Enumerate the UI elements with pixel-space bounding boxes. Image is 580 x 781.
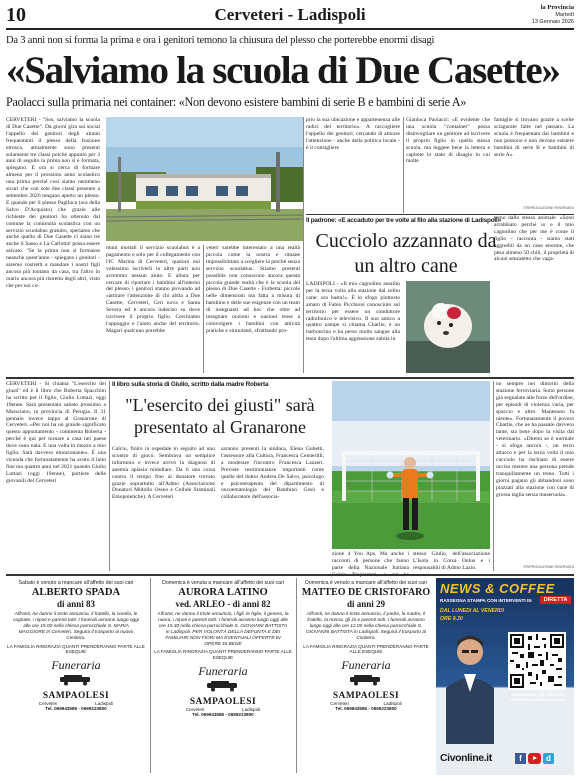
obit-name: AURORA LATINO [178,587,268,599]
funeral-phone: Tel. 069943586 - 0699223800 [45,705,107,711]
ad-days: DAL LUNEDÌ AL VENERDÌ [440,608,504,614]
sports-col-2: Calcio, finito in ospedale in seguito ad uno scontro di gioco. Sembrava un semplice infortunio e invece arrivò la diagnosi di anemia aplasia midollare. Da li una corsa contro il tempo fino al donatore trovato grazie soprattutto all'Admo (Associazione Donatori Midollo Osseo e Cellule Staminali Emopoietiche). A Cerveteri [112,446,215,501]
hearse-icon [203,680,243,692]
funeral-phone: Tel. 069943586 - 0699223800 [335,705,397,711]
goalkeeper-image [332,381,490,549]
funeral-town-2: Ladispoli [95,700,114,706]
funeral-home-label: Funeraria [341,657,391,672]
obit-intro: Sabato è venuto a mancare all'affetto dei suoi cari [18,580,134,586]
sports-col-5: stesso Giulio, dell'associazione L'Isola in Corsa Onlus e i responsabili di Admo Lazio. [413,551,490,571]
obit-intro: Domenica è venuto a mancare all'affetto dei suoi cari [305,580,427,586]
main-col-4: prio la sua ubicazione e appartenenza alle radici del territorio». A raccogliere l'appello dei genitori, cercando di attirare l'attenzione - anche della politica locale - è il consigliere [306,117,400,151]
obit-age: ved. ARLEO - di anni 82 [175,599,271,609]
funeral-town-2: Ladispoli [383,700,402,706]
obit-body: Affranti, ne danno il triste annuncio, i figli, le figlie, il genero, la nuora, i nipoti e parenti tutti. I funerali avranno luogo oggi alle ore 15.30 nella chiesa parrocchiale S. GIOVANNI BATTISTA in Ladispoli. PER VOLONTÀ DELLA DEFUNTA E DEI FAMILIARI NON FIORI MA EVENTUALI OFFERTE IN OPERE DI BENE [157,612,289,647]
app-icon[interactable]: d [543,753,554,764]
youtube-icon[interactable] [528,753,541,764]
ad-presenter-photo [440,628,500,744]
obituary-1 [6,578,146,773]
main-col-2: muni mortali il servizio scuolabus è a pagamento e solo per il collegamento con l'IC Marina di Cerveteri, qualora noi volessimo iscriverli in altre parti non avremmo nessun aiuto. E allora per cercare di riportare i bambini all'interno del plesso, i genitori stanno provando ad «attirare l'attenzione di chi abita a Due Casette, Cerveteri, Ceri nova e Santa Severa ed è ancora indeciso su dove iscrivere il proprio figlio. Cerchiamo l'appoggio e l'aiuto anche del territorio. Magari qualcuno potrebbe [106,245,200,334]
ad-line1: RASSEGNA STAMPA CON INTERVENTI IN [440,598,532,603]
obit-age: di anni 29 [346,599,386,609]
dog-headline: Cucciolo azzannato da un altro cane [315,230,497,277]
main-col-5b: famiglie si trovano grazie a scelte sciagurate fatte nel passato. La scuola è frequentata dai bambini e non possono e non devono esistere bambini di serie B e bambini di serie A». [494,117,574,158]
funeral-home-name: SAMPAOLESI [189,696,257,707]
dog-kicker: Il padrone: «È accaduto per tre volte al filo alla stazione di Ladispoli» [306,217,501,224]
ad-brand[interactable]: Civonline.it [440,752,492,764]
obituary-2 [153,578,293,773]
obit-family: LA FAMIGLIA RINGRAZIA QUANTI PRENDERANNO PARTE ALLE ESEQUIE [303,643,429,655]
dog-image [406,281,490,373]
main-col-1: CERVETERI - "Sos, salviamo la scuola di Due Casette". Da giorni gira sui social l'appello dei genitori degli alunni frequentanti il plesso della frazione etrusca, attualmente sono presenti solamente tre classi poiché appunto per 3 anni di seguito la prima non si è formata, spiegano. E ora si cerca di formare almeno per il prossimo anno scolastico una prima perché così siamo nemmeno sicuri che con sole due classi presente a settembre 2026 tengano aperto un plesso. E quando per il plesso Pagliuca (ora della Salvo D'Acquisto) che grazie alle richieste dei genitori ha ottenuto dal comune la continuità scolastica con un servizio scuolabus gratuito, speriamo che anche quello di Due Casette ci siano tre anche il Sasso e La Carlotta! possa essere salvato. "Se la prima non si formasse neanche quest'anno - spiegano i genitori - saremo costretti a mandare i nostri figli ancora più lontano da casa, tra l'altro in orario ancora più ristretto degli altri, visto che per noi co- [6,117,100,289]
obit-body: Affranti, ne danno il triste annuncio, il padre, la madre, il fratello, la nonna, gli zii e parenti tutti. I funerali avranno luogo oggi alle ore 12.00 nella chiesa parrocchiale S. GIOVANNI BATTISTA in Ladispoli. Seguirà il trasporto al Cimitero. [306,612,426,641]
obituary-3 [299,578,433,773]
ad-qr-caption: SCANSIONA IL QR CODE PER VEDERE LA PUNTATA DI OGGI [510,693,566,702]
qr-code-image [510,634,564,688]
funeral-phone: Tel. 069943586 - 0699223800 [192,711,254,717]
sports-credit: ©RIPRODUZIONE RISERVATA [523,565,574,569]
main-kicker: Da 3 anni non si forma la prima e ora i genitori temono la chiusura del plesso che porterebbe enormi disagi [6,35,435,46]
goalkeeper-photo [332,381,490,549]
facebook-icon[interactable]: f [515,753,526,764]
main-headline: «Salviamo la scuola di Due Casette» [6,50,560,92]
funeral-home-label: Funeraria [198,663,248,678]
dog-col-1: LADISPOLI - «Il mio cagnolino assalito per la terza volta alla stazione dal solito cane: ora basta!». È lo sfogo piuttosto amaro di Fabio Picchioni conosciuto sul territorio per essere un conduttore radiofonico e televisivo. Il suo amico a quattro zampe si chiama Charlie, è un barboncino e ha perso molto sangue alla testa dopo l'ultima aggressione subita in [306,281,400,343]
sports-col-6: no sempre nei dintorni della stazione ferroviaria. Sono persone già segnalate alle forze dell'ordine, per episodi di violenza varia, per spaccio e altro. Manesuno fa niente». Fortunatamente il povero Charlie, che ne ha passate davvero tante, sta bene dopo la visita dal veterinario. «Ditemi se è normale - si sfoga ancora -, un terzo attacco e per la terza volta il mio cucciolo ha rischiato di essere ucciso mentre una persona prende tranquillamente un treno. Tutti i giorni pagano gli abbandoni sono piazzati alla stazione con cane di grossa taglia senza museruola». [496,381,574,498]
main-col-5a: Gianluca Paolacci: «È evidente che una scuola "container" possa disinvogliare un genitore ad iscrivere il proprio figlio in quella stessa scuola, ma leggete bene la lettera e capirete lo stato di disagio in cui molte [406,117,490,165]
hearse-icon [346,674,386,686]
dog-col-2: treno dallo stesso animale. «Sono arrabbiato perché io e il mio cagnolino che per me è come il figlio - racconta - siamo stati aggrediti da un cane enorme, che pesa almeno 50 chili, il proprietà di alcuni senzatetto che vaga- [494,215,574,263]
funeral-home-name: SAMPAOLESI [332,690,400,701]
school-building-image [106,117,304,241]
sports-headline: "L'esercito dei giusti" sarà presentato al Granarone [125,395,315,437]
sports-col-1: CERVETERI - Si chiama "L'esercito dei giusti" ed è il libro che Roberta Spacchini ha scritto per il figlio, Giulio Luttazi, oggi 19enne. Sarà presentato sabato prossimo a Marsciano, in provincia di Perugia. Il 31 gennaio invece tappa al Granarone di Cerveteri. «Per noi ha un grande significato questo appuntamento - commenta Roberta - perché è qui per tornare a casa nel paese dove sono nata. E una volta in mezzo a mio figlio. Sarà davvero emozionante». È una vicenda che fortunatamente ha avuto il lieto fine ma quattro anni nel 2021 quando Giulio Luttazi (oggi 19enne), portiere delle giovanili del Cerveteri [6,381,106,484]
ad-title: NEWS & COFFEE [440,581,555,596]
funeral-town-1: Cerveteri [185,706,205,712]
issue-date: 13 Gennaio 2026 [531,19,574,25]
funeral-home-label: Funeraria [51,657,101,672]
page-number: 10 [6,4,26,26]
obit-name: ALBERTO SPADA [31,587,121,599]
obit-family: LA FAMIGLIA RINGRAZIA QUANTI PRENDERANNO PARTE ALLE ESEQUIE [7,643,145,655]
sports-kicker: Il libro sulla storia di Giulio, scritto dalla madre Roberta [112,381,269,388]
main-credit: ©RIPRODUZIONE RISERVATA [523,206,574,210]
obit-age: di anni 83 [56,599,96,609]
dog-photo [406,281,490,373]
obit-name: MATTEO DE CRISTOFARO [301,587,431,599]
newspaper-name: la Provincia [540,4,574,11]
funeral-town-1: Cerveteri [38,700,58,706]
ad-time: ORE 9.30 [440,616,463,622]
presenter-image [440,628,500,744]
hearse-icon [56,674,96,686]
ad-live-badge: DIRETTA [540,596,571,604]
funeral-town-2: Ladispoli [242,706,261,712]
obit-intro: Domenica è venuta a mancare all'affetto dei suoi cari [162,580,284,586]
main-col-3: veteri sarebbe interessato a una realtà piccola come la nostra e rimane impossibilitato a scegliere la perché senza servizio scuolabus. Stiamo presenti possibile non conoscono ancora questa piccola grande realtà che è la scuola del plesso di Due Casette - Furbetta: piccole nelle dimensioni ma fatta a misura di bambino e delle sue esigenze con un team di insegnanti ad hoc che oltre ad insegnare nozioni e nazioni tesse a coinvolgere i bambini con attività pratiche e stimolanti, sfruttando pro- [206,245,300,334]
sports-col-3: saranno presenti la sindaca, Elena Gubetti, l'assessore alla Cultura, Francesca Cennerilli, a moderare l'incontro Francesca Lazzeri. Previste testimonianze importanti come quelle del dottor Andrea De Salvo, psicologo e psicoterapeuta del dipartimento di oncoematologia del Bambino Gesù e collaboratore dell'associa- [221,446,324,501]
weekday: Martedì [555,12,574,18]
main-subhead: Paolacci sulla primaria nei container: «Non devono esistere bambini di serie B e bambini di serie A» [6,95,467,109]
funeral-town-1: Cerveteri [330,700,349,706]
section-title: Cerveteri - Ladispoli [214,5,366,24]
obit-body: Affranti, ne danno il triste annuncio, il fratello, la sorella, le cognate, i nipoti e parenti tutti. I funerali avranno luogo oggi alle ore 15.00 nella chiesa parrocchiale S. MARIA MAGGIORE in Cerveteri. Seguirà il trasporto al nuovo Cimitero. [13,612,139,641]
ad-qr-code[interactable] [508,632,566,690]
sports-col-4: zione 4 You Aps. Ma anche i racconti di persone che fanno parte della Nazionale Italiana [332,551,409,571]
funeral-home-name: SAMPAOLESI [42,690,110,701]
school-photo [106,117,304,241]
obit-family: LA FAMIGLIA RINGRAZIA QUANTI PRENDERANNO PARTE ALLE ESEQUIE [154,649,292,661]
